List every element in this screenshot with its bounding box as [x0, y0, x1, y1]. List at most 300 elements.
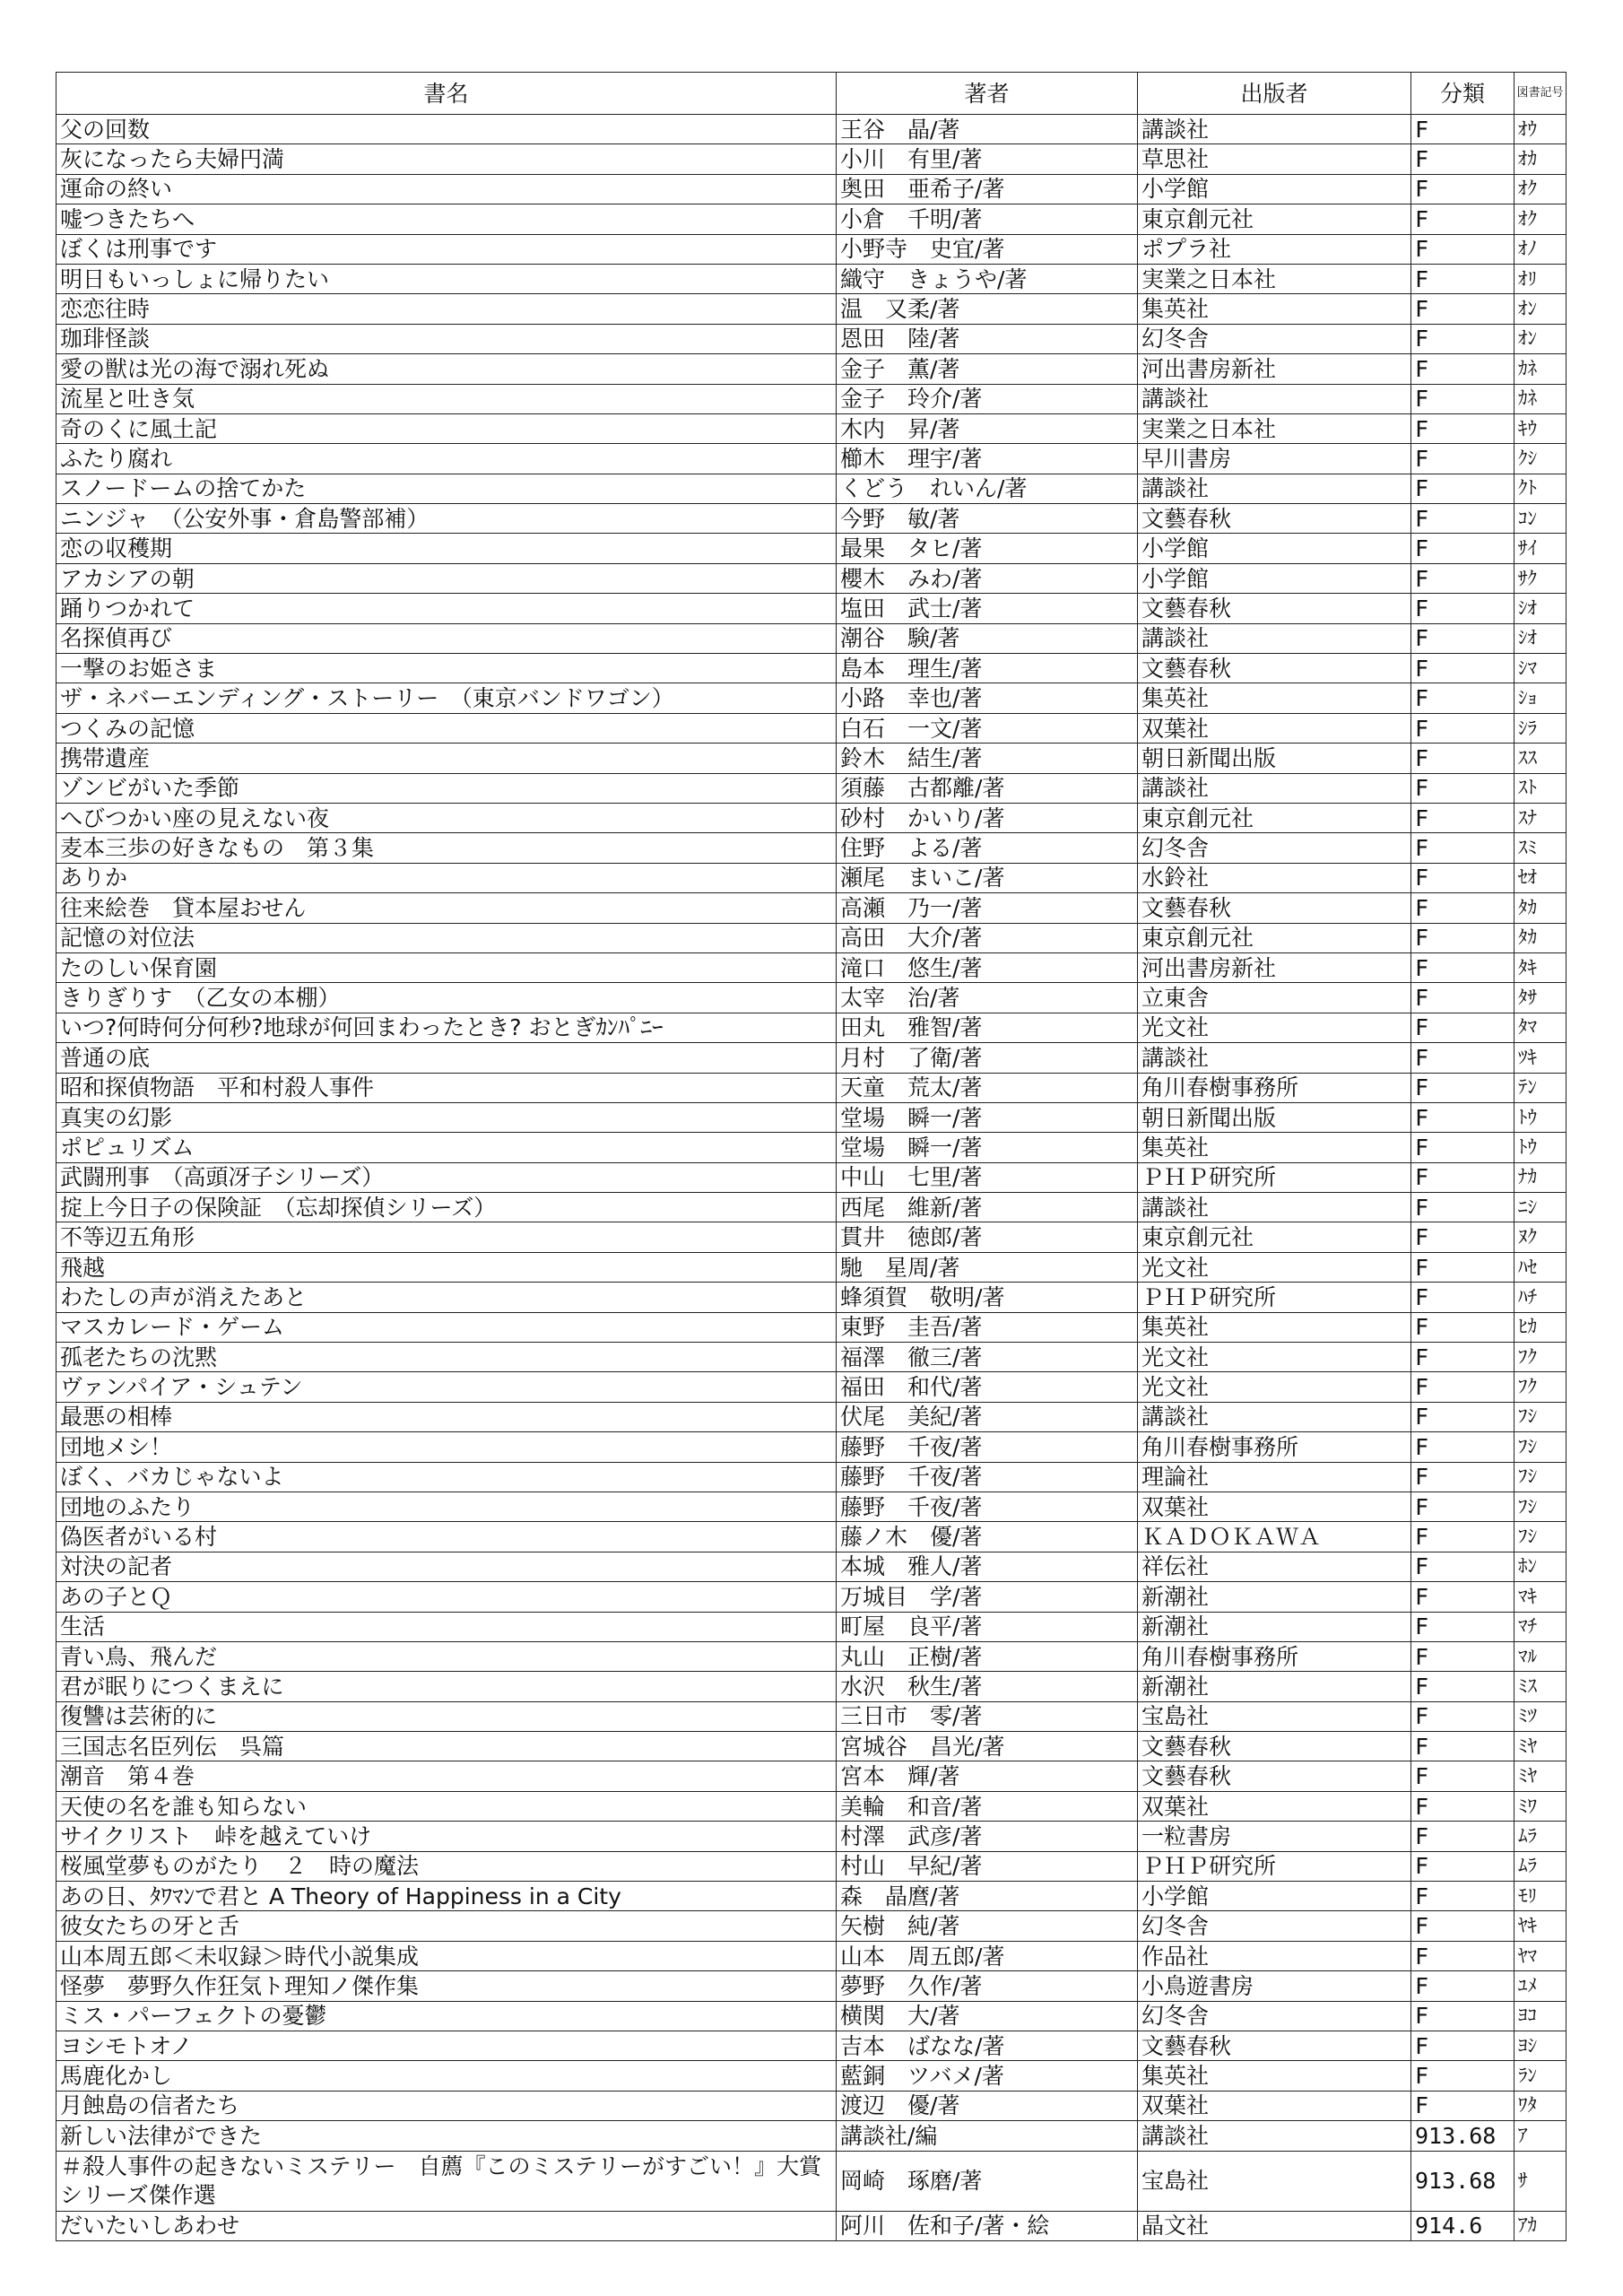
cell-title: ゾンビがいた季節: [56, 773, 837, 803]
cell-author: 藍銅 ツバメ/著: [837, 2061, 1138, 2091]
cell-book-symbol: ﾀﾏ: [1515, 1013, 1567, 1042]
cell-book-symbol: ﾗﾝ: [1515, 2061, 1567, 2091]
cell-classification: F: [1411, 1971, 1515, 2001]
cell-author: 吉本 ばなな/著: [837, 2031, 1138, 2061]
cell-title: 馬鹿化かし: [56, 2061, 837, 2091]
cell-publisher: ＫＡＤＯＫＡＷＡ: [1138, 1522, 1411, 1552]
cell-book-symbol: ﾐﾔ: [1515, 1761, 1567, 1791]
cell-publisher: 一粒書房: [1138, 1822, 1411, 1851]
cell-title: つくみの記憶: [56, 713, 837, 743]
cell-book-symbol: ｽﾅ: [1515, 803, 1567, 832]
cell-publisher: 講談社: [1138, 474, 1411, 503]
cell-book-symbol: ﾔﾏ: [1515, 1941, 1567, 1970]
cell-publisher: 朝日新聞出版: [1138, 1102, 1411, 1132]
table-row: [56, 594, 1567, 623]
cell-classification: F: [1411, 474, 1515, 503]
cell-title: 生活: [56, 1612, 837, 1641]
cell-title: 踊りつかれて: [56, 594, 837, 623]
cell-title: 武闘刑事 （高頭冴子シリーズ）: [56, 1162, 837, 1192]
table-row: [56, 1732, 1567, 1761]
cell-classification: F: [1411, 833, 1515, 863]
table-row: [56, 234, 1567, 264]
cell-publisher: 小学館: [1138, 1882, 1411, 1911]
cell-author: 木内 昇/著: [837, 413, 1138, 443]
cell-publisher: 双葉社: [1138, 1791, 1411, 1821]
cell-author: 貫井 徳郎/著: [837, 1222, 1138, 1252]
cell-classification: F: [1411, 444, 1515, 474]
cell-publisher: 宝島社: [1138, 2151, 1411, 2211]
cell-title: スノードームの捨てかた: [56, 474, 837, 503]
cell-classification: F: [1411, 803, 1515, 832]
cell-title: 不等辺五角形: [56, 1222, 837, 1252]
table-row: [56, 294, 1567, 324]
cell-publisher: 水鈴社: [1138, 863, 1411, 892]
cell-classification: F: [1411, 563, 1515, 593]
cell-title: 青い鳥、飛んだ: [56, 1641, 837, 1671]
cell-title: ありか: [56, 863, 837, 892]
table-row: [56, 1941, 1567, 1970]
table-row: [56, 1102, 1567, 1132]
cell-publisher: 角川春樹事務所: [1138, 1073, 1411, 1102]
cell-author: 天童 荒太/著: [837, 1073, 1138, 1102]
cell-title: ポピュリズム: [56, 1133, 837, 1162]
cell-book-symbol: ﾌｸ: [1515, 1372, 1567, 1402]
cell-title: 潮音 第４巻: [56, 1761, 837, 1791]
cell-title: 愛の獣は光の海で溺れ死ぬ: [56, 354, 837, 384]
cell-classification: F: [1411, 2061, 1515, 2091]
table-row: [56, 1222, 1567, 1252]
table-row: [56, 1492, 1567, 1521]
cell-classification: F: [1411, 1612, 1515, 1641]
cell-title: あの子とＱ: [56, 1582, 837, 1612]
cell-title: 流星と吐き気: [56, 384, 837, 413]
cell-classification: F: [1411, 1343, 1515, 1372]
cell-title: ふたり腐れ: [56, 444, 837, 474]
cell-publisher: 集英社: [1138, 683, 1411, 713]
cell-author: 伏尾 美紀/著: [837, 1402, 1138, 1431]
header-book-symbol: 図書記号: [1515, 73, 1567, 115]
cell-title: 最悪の相棒: [56, 1402, 837, 1431]
cell-author: 田丸 雅智/著: [837, 1013, 1138, 1042]
cell-publisher: 祥伝社: [1138, 1552, 1411, 1581]
cell-classification: F: [1411, 654, 1515, 683]
cell-classification: F: [1411, 413, 1515, 443]
cell-author: 砂村 かいり/著: [837, 803, 1138, 832]
table-row: [56, 1343, 1567, 1372]
cell-title: 月蝕島の信者たち: [56, 2091, 837, 2120]
cell-book-symbol: ﾋｶ: [1515, 1312, 1567, 1342]
cell-classification: F: [1411, 1522, 1515, 1552]
cell-book-symbol: ｻ: [1515, 2151, 1567, 2211]
table-row: [56, 923, 1567, 952]
header-publisher: 出版者: [1138, 73, 1411, 115]
table-row: [56, 893, 1567, 923]
cell-classification: F: [1411, 504, 1515, 534]
table-row: [56, 2121, 1567, 2151]
cell-title: 孤老たちの沈黙: [56, 1343, 837, 1372]
cell-publisher: 東京創元社: [1138, 923, 1411, 952]
cell-book-symbol: ｼﾏ: [1515, 654, 1567, 683]
cell-title: 偽医者がいる村: [56, 1522, 837, 1552]
cell-book-symbol: ｺﾝ: [1515, 504, 1567, 534]
cell-title: ヴァンパイア・シュテン: [56, 1372, 837, 1402]
table-row: [56, 264, 1567, 293]
cell-book-symbol: ﾖｼ: [1515, 2031, 1567, 2061]
cell-author: 藤野 千夜/著: [837, 1492, 1138, 1521]
cell-author: 王谷 晶/著: [837, 115, 1138, 144]
cell-book-symbol: ﾊﾁ: [1515, 1283, 1567, 1312]
cell-publisher: 光文社: [1138, 1013, 1411, 1042]
cell-author: 潮谷 験/著: [837, 623, 1138, 653]
cell-publisher: 幻冬舎: [1138, 1911, 1411, 1941]
cell-title: 恋の収穫期: [56, 534, 837, 563]
cell-classification: F: [1411, 1283, 1515, 1312]
table-row: [56, 1043, 1567, 1073]
cell-publisher: 双葉社: [1138, 1492, 1411, 1521]
cell-title: 明日もいっしょに帰りたい: [56, 264, 837, 293]
cell-book-symbol: ﾇｸ: [1515, 1222, 1567, 1252]
cell-author: 渡辺 優/著: [837, 2091, 1138, 2120]
cell-author: 太宰 治/著: [837, 983, 1138, 1013]
cell-classification: F: [1411, 1402, 1515, 1431]
cell-author: 町屋 良平/著: [837, 1612, 1138, 1641]
cell-title: 恋恋往時: [56, 294, 837, 324]
cell-publisher: 幻冬舎: [1138, 833, 1411, 863]
cell-book-symbol: ｽﾐ: [1515, 833, 1567, 863]
table-row: [56, 1971, 1567, 2001]
cell-author: 温 又柔/著: [837, 294, 1138, 324]
cell-book-symbol: ﾜﾀ: [1515, 2091, 1567, 2120]
cell-author: 丸山 正樹/著: [837, 1641, 1138, 1671]
cell-publisher: 早川書房: [1138, 444, 1411, 474]
table-row: [56, 2151, 1567, 2211]
table-row: [56, 534, 1567, 563]
cell-author: 鈴木 結生/著: [837, 744, 1138, 773]
table-row: [56, 773, 1567, 803]
cell-publisher: 東京創元社: [1138, 803, 1411, 832]
cell-author: 宮城谷 昌光/著: [837, 1732, 1138, 1761]
cell-classification: F: [1411, 115, 1515, 144]
table-row: [56, 1522, 1567, 1552]
cell-title: 嘘つきたちへ: [56, 204, 837, 234]
cell-book-symbol: ｵｶ: [1515, 144, 1567, 174]
cell-book-symbol: ﾌｼ: [1515, 1402, 1567, 1431]
cell-publisher: 小鳥遊書房: [1138, 1971, 1411, 2001]
table-row: [56, 863, 1567, 892]
cell-publisher: 文藝春秋: [1138, 893, 1411, 923]
cell-author: 村澤 武彦/著: [837, 1822, 1138, 1851]
table-row: [56, 683, 1567, 713]
table-row: [56, 563, 1567, 593]
cell-author: 奥田 亜希子/著: [837, 174, 1138, 204]
cell-title: 父の回数: [56, 115, 837, 144]
table-row: [56, 1791, 1567, 1821]
table-row: [56, 1372, 1567, 1402]
cell-classification: F: [1411, 1013, 1515, 1042]
cell-classification: F: [1411, 983, 1515, 1013]
cell-classification: F: [1411, 264, 1515, 293]
cell-publisher: 光文社: [1138, 1252, 1411, 1282]
table-row: [56, 354, 1567, 384]
cell-author: 東野 圭吾/著: [837, 1312, 1138, 1342]
cell-publisher: 小学館: [1138, 174, 1411, 204]
cell-author: 講談社/編: [837, 2121, 1138, 2151]
cell-title: 運命の終い: [56, 174, 837, 204]
cell-book-symbol: ｵﾝ: [1515, 294, 1567, 324]
cell-author: 夢野 久作/著: [837, 1971, 1138, 2001]
cell-publisher: 河出書房新社: [1138, 354, 1411, 384]
cell-book-symbol: ｼｵ: [1515, 623, 1567, 653]
table-row: [56, 1612, 1567, 1641]
cell-author: 福澤 徹三/著: [837, 1343, 1138, 1372]
cell-title: 新しい法律ができた: [56, 2121, 837, 2151]
cell-publisher: 文藝春秋: [1138, 2031, 1411, 2061]
table-row: [56, 1073, 1567, 1102]
cell-publisher: 文藝春秋: [1138, 654, 1411, 683]
cell-book-symbol: ﾅｶ: [1515, 1162, 1567, 1192]
cell-book-symbol: ﾄｳ: [1515, 1133, 1567, 1162]
cell-publisher: 実業之日本社: [1138, 413, 1411, 443]
cell-book-symbol: ｻｸ: [1515, 563, 1567, 593]
cell-classification: F: [1411, 1162, 1515, 1192]
table-row: [56, 1582, 1567, 1612]
cell-title: ミス・パーフェクトの憂鬱: [56, 2001, 837, 2031]
cell-author: 最果 タヒ/著: [837, 534, 1138, 563]
cell-author: 馳 星周/著: [837, 1252, 1138, 1282]
cell-publisher: 講談社: [1138, 1193, 1411, 1222]
cell-author: 今野 敏/著: [837, 504, 1138, 534]
cell-author: 櫛木 理宇/著: [837, 444, 1138, 474]
table-row: [56, 803, 1567, 832]
table-row: [56, 2091, 1567, 2120]
cell-author: 矢樹 純/著: [837, 1911, 1138, 1941]
cell-classification: F: [1411, 1193, 1515, 1222]
cell-author: 森 晶麿/著: [837, 1882, 1138, 1911]
cell-author: 岡崎 琢磨/著: [837, 2151, 1138, 2211]
cell-classification: F: [1411, 623, 1515, 653]
cell-title: 復讐は芸術的に: [56, 1701, 837, 1731]
cell-title: 記憶の対位法: [56, 923, 837, 952]
cell-book-symbol: ﾓﾘ: [1515, 1882, 1567, 1911]
cell-book-symbol: ｵｳ: [1515, 115, 1567, 144]
cell-publisher: 講談社: [1138, 384, 1411, 413]
cell-book-symbol: ﾑﾗ: [1515, 1822, 1567, 1851]
cell-classification: 913.68: [1411, 2121, 1515, 2151]
cell-title: 天使の名を誰も知らない: [56, 1791, 837, 1821]
cell-title: 普通の底: [56, 1043, 837, 1073]
cell-classification: F: [1411, 713, 1515, 743]
cell-classification: F: [1411, 1222, 1515, 1252]
cell-book-symbol: ｼﾗ: [1515, 713, 1567, 743]
table-row: [56, 2001, 1567, 2031]
cell-book-symbol: ｽｽ: [1515, 744, 1567, 773]
cell-book-symbol: ﾌｼ: [1515, 1522, 1567, 1552]
cell-book-symbol: ﾐﾔ: [1515, 1732, 1567, 1761]
cell-classification: F: [1411, 1941, 1515, 1970]
cell-title: 往来絵巻 貸本屋おせん: [56, 893, 837, 923]
cell-classification: F: [1411, 1432, 1515, 1462]
cell-author: 宮本 輝/著: [837, 1761, 1138, 1791]
cell-classification: F: [1411, 952, 1515, 982]
cell-publisher: 小学館: [1138, 534, 1411, 563]
cell-book-symbol: ﾀｶ: [1515, 893, 1567, 923]
cell-title: へびつかい座の見えない夜: [56, 803, 837, 832]
cell-author: 織守 きょうや/著: [837, 264, 1138, 293]
table-row: [56, 1552, 1567, 1581]
table-row: [56, 384, 1567, 413]
cell-title: 三国志名臣列伝 呉篇: [56, 1732, 837, 1761]
cell-classification: F: [1411, 1822, 1515, 1851]
cell-classification: F: [1411, 2001, 1515, 2031]
table-row: [56, 324, 1567, 353]
cell-book-symbol: ﾑﾗ: [1515, 1851, 1567, 1881]
cell-author: 藤野 千夜/著: [837, 1432, 1138, 1462]
cell-title: 桜風堂夢ものがたり ２ 時の魔法: [56, 1851, 837, 1881]
cell-publisher: 宝島社: [1138, 1701, 1411, 1731]
cell-title: 名探偵再び: [56, 623, 837, 653]
table-row: [56, 744, 1567, 773]
table-row: [56, 654, 1567, 683]
cell-title: 珈琲怪談: [56, 324, 837, 353]
cell-title: 彼女たちの牙と舌: [56, 1911, 837, 1941]
cell-title: 対決の記者: [56, 1552, 837, 1581]
cell-publisher: 講談社: [1138, 115, 1411, 144]
cell-classification: F: [1411, 204, 1515, 234]
cell-author: 須藤 古都離/著: [837, 773, 1138, 803]
cell-title: ＃殺人事件の起きないミステリー 自薦『このミステリーがすごい！』大賞シリーズ傑作選: [56, 2151, 837, 2211]
table-row: [56, 1252, 1567, 1282]
cell-publisher: ＰＨＰ研究所: [1138, 1283, 1411, 1312]
cell-book-symbol: ﾊｾ: [1515, 1252, 1567, 1282]
cell-publisher: 実業之日本社: [1138, 264, 1411, 293]
cell-book-symbol: ﾔｷ: [1515, 1911, 1567, 1941]
cell-classification: F: [1411, 1252, 1515, 1282]
cell-classification: F: [1411, 1911, 1515, 1941]
cell-classification: F: [1411, 1641, 1515, 1671]
cell-classification: F: [1411, 1732, 1515, 1761]
cell-book-symbol: ﾄｳ: [1515, 1102, 1567, 1132]
table-row: [56, 952, 1567, 982]
cell-publisher: 東京創元社: [1138, 204, 1411, 234]
cell-book-symbol: ｵｸ: [1515, 204, 1567, 234]
cell-publisher: 集英社: [1138, 1133, 1411, 1162]
cell-author: 滝口 悠生/著: [837, 952, 1138, 982]
cell-title: 団地メシ！: [56, 1432, 837, 1462]
cell-classification: F: [1411, 893, 1515, 923]
table-row: [56, 1133, 1567, 1162]
cell-publisher: 文藝春秋: [1138, 1732, 1411, 1761]
cell-title: サイクリスト 峠を越えていけ: [56, 1822, 837, 1851]
cell-author: 小倉 千明/著: [837, 204, 1138, 234]
header-author: 著者: [837, 73, 1138, 115]
table-row: [56, 504, 1567, 534]
cell-classification: F: [1411, 1761, 1515, 1791]
book-list-table: [56, 72, 1567, 2241]
cell-book-symbol: ﾐﾜ: [1515, 1791, 1567, 1821]
cell-author: 月村 了衛/著: [837, 1043, 1138, 1073]
cell-book-symbol: ｾｵ: [1515, 863, 1567, 892]
cell-book-symbol: ﾀｶ: [1515, 923, 1567, 952]
cell-book-symbol: ｻｲ: [1515, 534, 1567, 563]
cell-classification: F: [1411, 863, 1515, 892]
cell-publisher: ＰＨＰ研究所: [1138, 1162, 1411, 1192]
cell-publisher: 東京創元社: [1138, 1222, 1411, 1252]
cell-publisher: 双葉社: [1138, 713, 1411, 743]
cell-book-symbol: ｷｳ: [1515, 413, 1567, 443]
cell-publisher: 光文社: [1138, 1372, 1411, 1402]
cell-classification: F: [1411, 1492, 1515, 1521]
cell-book-symbol: ｵﾉ: [1515, 234, 1567, 264]
table-row: [56, 2211, 1567, 2240]
cell-title: マスカレード・ゲーム: [56, 1312, 837, 1342]
cell-author: 金子 玲介/著: [837, 384, 1138, 413]
cell-classification: F: [1411, 384, 1515, 413]
cell-author: 小野寺 史宜/著: [837, 234, 1138, 264]
cell-publisher: 草思社: [1138, 144, 1411, 174]
table-row: [56, 444, 1567, 474]
cell-title: 真実の幻影: [56, 1102, 837, 1132]
cell-title: 奇のくに風土記: [56, 413, 837, 443]
cell-publisher: 集英社: [1138, 1312, 1411, 1342]
cell-book-symbol: ｱｶ: [1515, 2211, 1567, 2240]
table-row: [56, 713, 1567, 743]
cell-classification: F: [1411, 324, 1515, 353]
cell-classification: F: [1411, 594, 1515, 623]
cell-author: 恩田 陸/著: [837, 324, 1138, 353]
cell-title: 灰になったら夫婦円満: [56, 144, 837, 174]
cell-classification: F: [1411, 1073, 1515, 1102]
table-row: [56, 413, 1567, 443]
cell-author: 高瀬 乃一/著: [837, 893, 1138, 923]
cell-publisher: 朝日新聞出版: [1138, 744, 1411, 773]
table-row: [56, 833, 1567, 863]
cell-title: 山本周五郎＜未収録＞時代小説集成: [56, 1941, 837, 1970]
cell-author: 蜂須賀 敬明/著: [837, 1283, 1138, 1312]
cell-book-symbol: ｽﾄ: [1515, 773, 1567, 803]
cell-publisher: 晶文社: [1138, 2211, 1411, 2240]
cell-title: 掟上今日子の保険証 （忘却探偵シリーズ）: [56, 1193, 837, 1222]
cell-classification: F: [1411, 1462, 1515, 1492]
cell-classification: F: [1411, 2091, 1515, 2120]
cell-book-symbol: ｱ: [1515, 2121, 1567, 2151]
table-row: [56, 1193, 1567, 1222]
cell-classification: F: [1411, 923, 1515, 952]
cell-author: 村山 早紀/著: [837, 1851, 1138, 1881]
cell-classification: F: [1411, 1552, 1515, 1581]
cell-title: ヨシモトオノ: [56, 2031, 837, 2061]
cell-publisher: ＰＨＰ研究所: [1138, 1851, 1411, 1881]
table-body: [56, 115, 1567, 2241]
cell-author: 白石 一文/著: [837, 713, 1138, 743]
table-row: [56, 1013, 1567, 1042]
cell-author: 住野 よる/著: [837, 833, 1138, 863]
cell-book-symbol: ﾌｼ: [1515, 1492, 1567, 1521]
table-row: [56, 623, 1567, 653]
table-header-row: [56, 73, 1567, 115]
cell-title: アカシアの朝: [56, 563, 837, 593]
cell-classification: F: [1411, 1133, 1515, 1162]
cell-publisher: 立東舎: [1138, 983, 1411, 1013]
cell-author: 阿川 佐和子/著・絵: [837, 2211, 1138, 2240]
cell-title: きりぎりす （乙女の本棚）: [56, 983, 837, 1013]
cell-book-symbol: ｶﾈ: [1515, 384, 1567, 413]
cell-publisher: 角川春樹事務所: [1138, 1432, 1411, 1462]
cell-book-symbol: ﾏｷ: [1515, 1582, 1567, 1612]
cell-title: わたしの声が消えたあと: [56, 1283, 837, 1312]
cell-book-symbol: ﾀｷ: [1515, 952, 1567, 982]
cell-author: 万城目 学/著: [837, 1582, 1138, 1612]
cell-classification: F: [1411, 144, 1515, 174]
